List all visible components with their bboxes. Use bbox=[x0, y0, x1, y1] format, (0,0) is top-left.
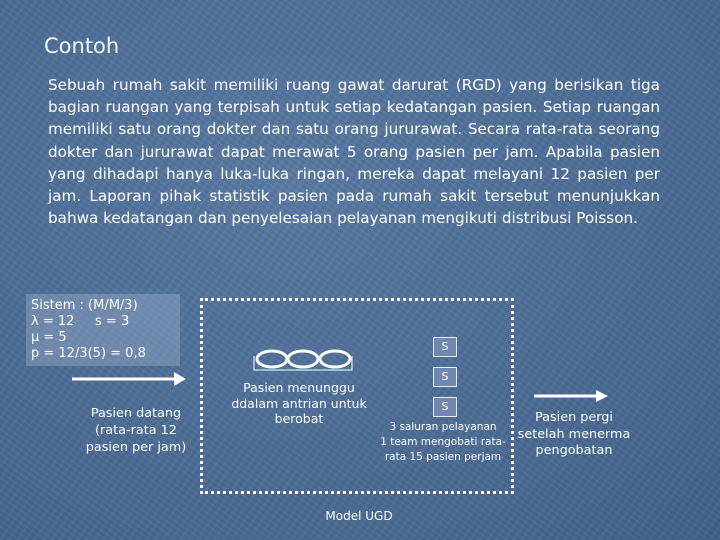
queue-icon bbox=[248, 344, 360, 378]
arrival-arrow-icon bbox=[70, 367, 190, 391]
arrival-line-1: Pasien datang bbox=[90, 406, 182, 421]
server-2: S bbox=[433, 367, 457, 387]
arrival-line-3: pasien per jam) bbox=[85, 440, 187, 455]
queue-line-1: Pasien menunggu bbox=[243, 380, 355, 395]
channels-line-1: 3 saluran pelayanan bbox=[389, 421, 497, 433]
channels-line-2: 1 team mengobati rata- bbox=[380, 436, 506, 448]
arrival-label bbox=[74, 405, 198, 456]
departure-line-2: setelah menerma bbox=[517, 426, 631, 442]
queue-label bbox=[224, 380, 374, 427]
system-model-line: Sistem : (M/M/3) bbox=[31, 298, 138, 313]
server-3: S bbox=[433, 397, 457, 417]
utilization-line: p = 12/3(5) = 0,8 bbox=[31, 346, 146, 361]
departure-line-3: pengobatan bbox=[535, 443, 613, 458]
lambda-s-line: λ = 12 s = 3 bbox=[31, 314, 130, 329]
arrival-line-2: (rata-rata 12 bbox=[95, 423, 177, 438]
system-parameters-box bbox=[26, 294, 180, 366]
channels-line-3: rata 15 pasien perjam bbox=[384, 451, 502, 463]
departure-arrow-icon bbox=[532, 386, 612, 406]
slide-title: Contoh bbox=[44, 34, 120, 58]
server-1: S bbox=[433, 337, 457, 357]
problem-paragraph: Sebuah rumah sakit memiliki ruang gawat darurat (RGD) yang berisikan tiga bagian ruangan yang terpisah untuk setiap kedatangan pasien. Setiap ruangan memiliki satu orang dokter dan satu orang jururawat. Secara rata-rata seorang dokter dan jururawat dapat merawat 5 orang pasien per jam. Apabila pasien yang dihadapi hanya luka-luka ringan, mereka dapat melayani 12 pasien per jam. Laporan pihak statistik pasien pada rumah sakit tersebut menunjukkan bahwa kedatangan dan penyelesaian pelayanan mengikuti distribusi Poisson. bbox=[48, 76, 660, 228]
queue-line-2: ddalam antrian untuk bbox=[231, 395, 367, 411]
queue-line-3: berobat bbox=[274, 411, 324, 426]
departure-label bbox=[512, 410, 636, 460]
channels-label bbox=[370, 420, 516, 465]
model-label: Model UGD bbox=[325, 509, 393, 523]
departure-line-1: Pasien pergi bbox=[535, 410, 613, 425]
mu-line: μ = 5 bbox=[31, 330, 67, 345]
